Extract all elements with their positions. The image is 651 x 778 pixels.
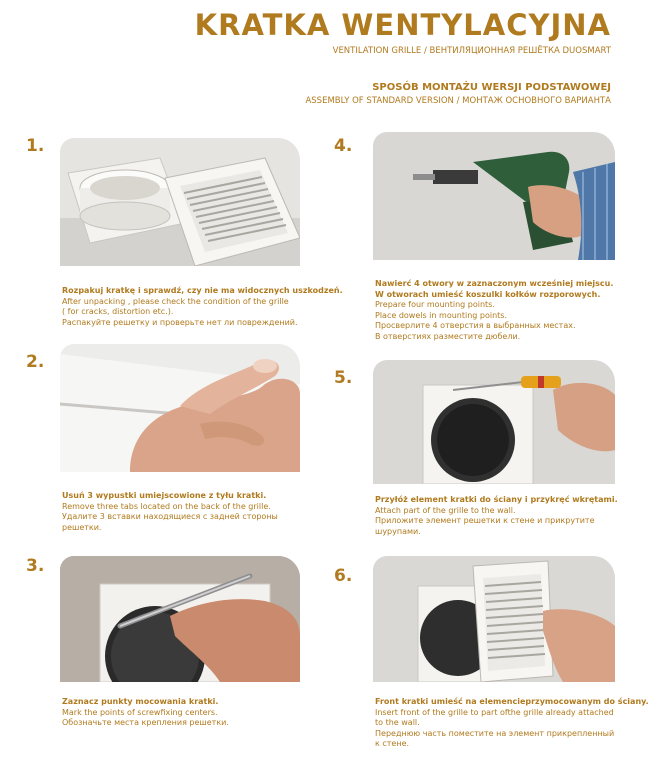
step-6-photo bbox=[373, 556, 615, 682]
step-2-caption-ru: Удалите 3 вставки находящиеся с задней стороны bbox=[62, 512, 278, 521]
step-2-caption-en: Remove three tabs located on the back of the grille. bbox=[62, 501, 271, 511]
step-2-photo bbox=[60, 344, 300, 472]
step-5-photo bbox=[373, 360, 615, 484]
step-1-caption-ru: Распакуйте решетку и проверьте нет ли повреждений. bbox=[62, 317, 298, 327]
step-3-number: 3. bbox=[26, 556, 45, 576]
step-1-number: 1. bbox=[26, 136, 45, 156]
step-1-caption-pl: Rozpakuj kratkę i sprawdź, czy nie ma widocznych uszkodzeń. bbox=[62, 286, 343, 295]
step-1-photo bbox=[60, 138, 300, 266]
step-2-caption bbox=[62, 491, 278, 533]
step-6-caption-pl: Front kratki umieść na elemencieprzymocowanym do ściany. bbox=[375, 697, 649, 706]
step-3-caption-pl: Zaznacz punkty mocowania kratki. bbox=[62, 697, 219, 706]
step-4-caption-en-2: Place dowels in mounting points. bbox=[375, 310, 508, 320]
step-4-photo bbox=[373, 132, 615, 260]
step-6-caption-en-2: to the wall. bbox=[375, 718, 420, 727]
step-3-photo bbox=[60, 556, 300, 682]
step-3-caption-ru: Обозначьте места крепления решетки. bbox=[62, 718, 229, 727]
step-4-caption-ru-2: В отверстиях разместите дюбели. bbox=[375, 331, 521, 341]
step-3-caption bbox=[62, 697, 229, 729]
step-2-caption-ru-2: решетки. bbox=[62, 522, 102, 532]
step-5-caption-ru: Приложите элемент решетки к стене и прикрутите bbox=[375, 516, 595, 525]
step-4-caption-pl-2: W otworach umieść koszulki kołków rozporowych. bbox=[375, 289, 601, 299]
step-4-caption bbox=[375, 279, 613, 342]
step-6-caption-en: Insert front of the grille to part ofthe grille already attached bbox=[375, 707, 614, 717]
step-1-caption bbox=[62, 286, 343, 328]
step-6-caption-ru: Переднюю часть поместите на элемент прикрепленный bbox=[375, 728, 615, 738]
step-5-caption-en: Attach part of the grille to the wall. bbox=[375, 505, 516, 515]
section-subtitle: ASSEMBLY OF STANDARD VERSION / МОНТАЖ ОСНОВНОГО ВАРИАНТА bbox=[305, 96, 611, 106]
step-6-caption-ru-2: к стене. bbox=[375, 739, 410, 748]
section-title: SPOSÓB MONTAŻU WERSJI PODSTAWOWEJ bbox=[372, 82, 611, 93]
step-5-number: 5. bbox=[334, 368, 353, 388]
step-1-caption-en-2: ( for cracks, distortion etc.). bbox=[62, 307, 174, 316]
step-5-caption-pl: Przyłóż element kratki do ściany i przykręć wkrętami. bbox=[375, 495, 618, 504]
step-4-number: 4. bbox=[334, 136, 353, 156]
step-5-caption-ru-2: шурупами. bbox=[375, 526, 421, 536]
step-6-number: 6. bbox=[334, 566, 353, 586]
step-4-caption-en: Prepare four mounting points. bbox=[375, 300, 495, 309]
page-title: KRATKA WENTYLACYJNA bbox=[194, 8, 611, 42]
step-2-number: 2. bbox=[26, 352, 45, 372]
step-4-caption-pl: Nawierć 4 otwory w zaznaczonym wcześniej miejscu. bbox=[375, 279, 614, 288]
step-4-caption-ru: Просверлите 4 отверстия в выбранных местах. bbox=[375, 321, 576, 330]
step-6-caption bbox=[375, 697, 649, 750]
page-subtitle: VENTILATION GRILLE / ВЕНТИЛЯЦИОННАЯ РЕШЁТКА DUOSMART bbox=[332, 46, 611, 56]
step-1-caption-en: After unpacking , please check the condition of the grille bbox=[62, 296, 289, 306]
step-3-caption-en: Mark the points of screwfixing centers. bbox=[62, 707, 218, 717]
step-5-caption bbox=[375, 495, 618, 537]
step-2-caption-pl: Usuń 3 wypustki umiejscowione z tyłu kratki. bbox=[62, 491, 267, 500]
